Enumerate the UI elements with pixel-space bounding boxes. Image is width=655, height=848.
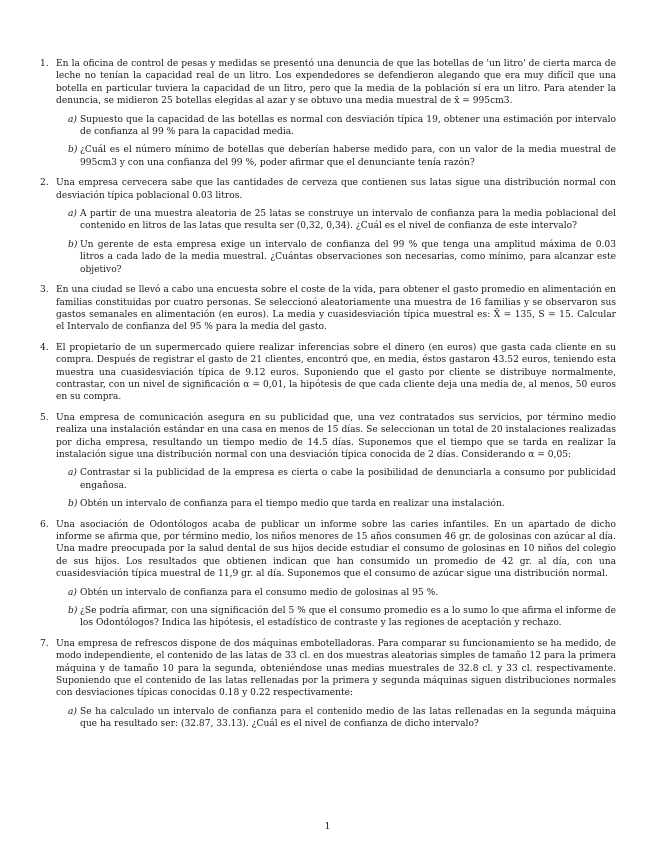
problem-item — [40, 177, 616, 276]
subquestion-list — [56, 706, 616, 731]
subquestion-item — [56, 239, 616, 276]
problem-item — [40, 638, 616, 731]
subquestion-item — [56, 144, 616, 169]
problem-item — [40, 412, 616, 511]
subquestion-text: Obtén un intervalo de confianza para el consumo medio de golosinas al 95 %. — [80, 587, 439, 598]
subquestion-label: a) — [68, 706, 77, 717]
subquestion-text: ¿Cuál es el número mínimo de botellas que deberían haberse medido para, con un valor de la media muestral de 995cm3 y con una confianza del 99 %, poder afirmar que el denunciante tenía razón? — [80, 145, 616, 168]
subquestion-label: b) — [68, 499, 78, 510]
subquestion-text: Contrastar si la publicidad de la empresa es cierta o cabe la posibilidad de denunciarla a consumo por publicidad engañosa. — [80, 468, 616, 491]
subquestion-label: b) — [68, 145, 78, 156]
subquestion-item — [56, 706, 616, 731]
problem-item — [40, 58, 616, 169]
subquestion-label: b) — [68, 239, 78, 250]
problem-number: 3. — [40, 285, 49, 296]
problem-text: En la oficina de control de pesas y medidas se presentó una denuncia de que las botellas de 'un litro' de cierta marca de leche no tenían la capacidad real de un litro. Los expendedores se defendieron alegando que era muy difícil que una botella en particular tuviera la capacidad de un litro, pero que la media de la población sí era un litro. Para atender la denuncia, se midieron 25 botellas elegidas al azar y se obtuvo una media muestral de x̄ = 995cm3. — [56, 59, 616, 107]
subquestion-item — [56, 467, 616, 492]
subquestion-item — [56, 114, 616, 139]
problem-text: Una empresa cervecera sabe que las cantidades de cerveza que contienen sus latas sigue una distribución normal con desviación típica poblacional 0.03 litros. — [56, 178, 616, 201]
subquestion-list — [56, 587, 616, 630]
subquestion-label: a) — [68, 209, 77, 220]
subquestion-list — [56, 208, 616, 276]
subquestion-list — [56, 114, 616, 170]
page-number: 1 — [324, 822, 331, 832]
problem-text: Una asociación de Odontólogos acaba de publicar un informe sobre las caries infantiles. En un apartado de dicho informe se afirma que, por término medio, los niños menores de 15 años consumen 46 gr. de golosinas con azúcar al día. Una madre preocupada por la salud dental de sus hijos decide estudiar el consumo de golosinas en 10 niños del colegio de sus hijos. Los resultados que obtienen indican que han consumido un promedio de 42 gr. al día, con una cuasidesviación típica muestral de 11,9 gr. al día. Suponemos que el consumo de azúcar sigue una distribución normal. — [56, 519, 616, 580]
problem-list — [40, 58, 616, 739]
problem-text: En una ciudad se llevó a cabo una encuesta sobre el coste de la vida, para obtener el gasto promedio en alimentación en familias constituidas por cuatro personas. Se seleccionó aleatoriamente una muestra de 16 familias y se observaron sus gastos semanales en alimentación (en euros). La media y cuasidesviación típica muestral es: X̄ = 135, S = 15. Calcular el Intervalo de confianza del 95 % para la media del gasto. — [56, 285, 616, 333]
problem-item — [40, 284, 616, 334]
problem-text: El propietario de un supermercado quiere realizar inferencias sobre el dinero (en euros) que gasta cada cliente en su compra. Después de registrar el gasto de 21 clientes, encontró que, en media, éstos gastaron 43.52 euros, teniendo esta muestra una cuasidesviación típica de 9.12 euros. Suponiendo que el gasto por cliente se distribuye normalmente, contrastar, con un nivel de significación α = 0,01, la hipótesis de que cada cliente deja una media de, al menos, 50 euros en su compra. — [56, 342, 616, 403]
problem-item — [40, 519, 616, 630]
subquestion-label: a) — [68, 114, 77, 125]
problem-text: Una empresa de comunicación asegura en su publicidad que, una vez contratados sus servicios, por término medio realiza una instalación estándar en una casa en menos de 15 días. Se seleccionan un total de 20 instalaciones realizadas por dicha empresa, resultando un tiempo medio de 14.5 días. Suponemos que el tiempo que se tarda en realizar la instalación sigue una distribución normal con una desviación típica conocida de 2 días. Considerando α = 0,05: — [56, 412, 616, 460]
subquestion-item — [56, 587, 616, 599]
subquestion-text: Se ha calculado un intervalo de confianza para el contenido medio de las latas rellenadas en la segunda máquina que ha resultado ser: (32.87, 33.13). ¿Cuál es el nivel de confianza de dicho intervalo? — [80, 706, 616, 730]
subquestion-item — [56, 208, 616, 233]
subquestion-text: A partir de una muestra aleatoria de 25 latas se construye un intervalo de confianza para la media poblacional del contenido en litros de las latas que resulta ser (0,32, 0,34). ¿Cuál es el nivel de confianza de este intervalo? — [80, 209, 616, 232]
problem-item — [40, 342, 616, 404]
subquestion-item — [56, 605, 616, 630]
subquestion-list — [56, 467, 616, 510]
subquestion-item — [56, 498, 616, 510]
subquestion-text: Obtén un intervalo de confianza para el tiempo medio que tarda en realizar una instalación. — [80, 499, 505, 510]
problem-number: 2. — [40, 178, 49, 189]
problem-number: 7. — [40, 638, 49, 649]
subquestion-text: ¿Se podría afirmar, con una significación del 5 % que el consumo promedio es a lo sumo lo que afirma el informe de los Odontólogos? Indica las hipótesis, el estadístico de contraste y las regiones de aceptación y rechazo. — [80, 606, 616, 629]
problem-number: 4. — [40, 342, 49, 353]
subquestion-text: Un gerente de esta empresa exige un intervalo de confianza del 99 % que tenga una amplitud máxima de 0.03 litros a cada lado de la media muestral. ¿Cuántas observaciones son necesarias, como mínimo, para alcanzar este objetivo? — [80, 239, 616, 275]
problem-number: 1. — [40, 59, 49, 69]
subquestion-label: a) — [68, 468, 77, 479]
problem-number: 6. — [40, 519, 49, 530]
subquestion-text: Supuesto que la capacidad de las botellas es normal con desviación típica 19, obtener una estimación por intervalo de confianza al 99 % para la capacidad media. — [80, 114, 616, 138]
problem-number: 5. — [40, 412, 49, 423]
subquestion-label: a) — [68, 587, 77, 598]
subquestion-label: b) — [68, 606, 78, 617]
problem-text: Una empresa de refrescos dispone de dos máquinas embotelladoras. Para comparar su funcionamiento se ha medido, de modo independiente, el contenido de las latas de 33 cl. en dos muestras aleatorias simples de tamaño 12 para la primera máquina y de tamaño 10 para la segunda, obteniéndose unas medias muestrales de 32.8 cl. y 33 cl. respectivamente. Suponiendo que el contenido de las latas rellenadas por la primera y segunda máquinas siguen distribuciones normales con desviaciones típicas conocidas 0.18 y 0.22 respectivamente: — [56, 638, 616, 699]
